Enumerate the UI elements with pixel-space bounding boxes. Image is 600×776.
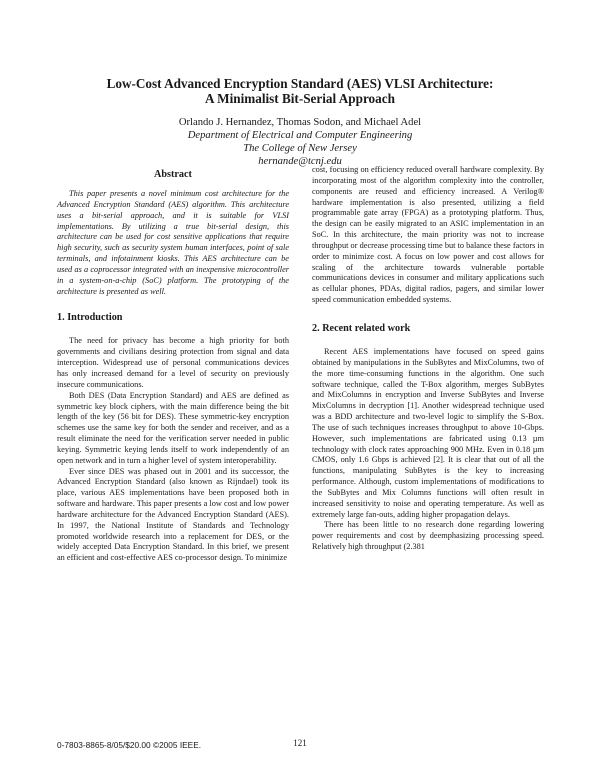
related-work-paragraph-1: Recent AES implementations have focused on speed gains obtained by manipulations in the SubBytes and MixColumns, two of the more time-consuming functions in the algorithm. One such software technique, called the T-Box algorithm, merges SubBytes and MixColumns in encryption and Inverse SubBytes and Inverse MixColumns in decryption [1]. Another widespread technique used was a BDD architecture and two-level logic to simplify the S-Box. The use of such techniques increases throughput to above 10-Gbps. However, such implementations are fabricated using 0.13 µm technology with clock rates approaching 900 MHz. Even in 0.18 µm CMOS, only 1.6 Gbps is achieved [2]. It is clear that out of all the functions, manipulating SubBytes is the key to increasing performance. Although, custom implementations of modifications to the SubBytes and Mix Columns functions will often result in increased sensitivity to noise and operating temperature. As well as extremely large fan-outs, adding higher propagation delays.: [312, 346, 544, 519]
author-block: [0, 116, 600, 168]
page-number: 121: [293, 738, 307, 748]
copyright-notice: 0-7803-8865-8/05/$20.00 ©2005 IEEE.: [57, 740, 202, 750]
right-column: [312, 165, 544, 553]
author-names: Orlando J. Hernandez, Thomas Sodon, and Michael Adel: [178, 117, 422, 128]
title-line-1: Low-Cost Advanced Encryption Standard (AES) VLSI Architecture:: [106, 76, 494, 91]
section-heading-related-work: 2. Recent related work: [312, 322, 411, 334]
author-department: Department of Electrical and Computer Engineering: [187, 130, 413, 141]
intro-paragraph-continued: cost, focusing on efficiency reduced overall hardware complexity. By incorporating most of the algorithm complexity into the controller, components are reused and efficiency increased. A Verilog® hardware implementation is also presented, utilizing a field programmable gate array (FPGA) as a prototyping platform. Thus, the design can be easily migrated to an ASIC implementation in an SoC. In this architecture, the main priority was not to increase throughput or decrease processing time but to balance these factors in order to minimize cost. A focus on low power and cost allows for scaling of the architecture towards vulnerable portable communications devices in consumer and military applications such as cellular phones, PDAs, digital radios, pagers, and similar lower speed communication embedded systems.: [312, 165, 544, 305]
left-column: [57, 168, 289, 564]
intro-paragraph-2: Both DES (Data Encryption Standard) and AES are defined as symmetric key block ciphers, with the main difference being the bit length of the key (56 bit for DES). These symmetric-key encryption schemes use the same key for both the sender and receiver, and as a result eliminate the need for the verification server needed in public keying. Symmetric keying lends itself to work independently of an open network and in turn a higher level of system interoperability.: [57, 390, 289, 465]
author-institution: The College of New Jersey: [243, 143, 357, 154]
related-work-paragraph-2: There has been little to no research done regarding lowering power requirements and cost by deemphasizing processing speed. Relatively high throughput (2.381: [312, 520, 544, 552]
intro-paragraph-3: Ever since DES was phased out in 2001 and its successor, the Advanced Encryption Standard (also known as Rijndael) took its place, various AES implementations have been proposed both in software and hardware. This paper presents a low cost and low power hardware architecture for the Advanced Encryption Standard (AES). In 1997, the National Institute of Standards and Technology promoted worldwide research into a replacement for DES, or the widely accepted Data Encryption Standard. In this brief, we present an efficient and cost-effective AES co-processor design. To minimize: [57, 466, 289, 563]
intro-paragraph-1: The need for privacy has become a high priority for both governments and civilians desiring protection from signal and data interception. Widespread use of personal communications devices has only increased demand for a level of security on previously insecure communications.: [57, 336, 289, 389]
abstract-text: This paper presents a novel minimum cost architecture for the Advanced Encryption Standard (AES) algorithm. This architecture uses a bit-serial approach, and it is suitable for VLSI implementations. By utilizing a true bit-serial design, this architecture can be used for cost sensitive applications that require high security, such as security system human interfaces, point of sale terminals, and infotainment kiosks. This AES architecture can be used as a coprocessor integrated with an inexpensive microcontroller in a system-on-a-chip (SoC) platform. The prototyping of the architecture is presented as well.: [57, 189, 289, 296]
paper-title: [0, 76, 600, 106]
abstract-heading: Abstract: [154, 169, 192, 180]
section-heading-introduction: 1. Introduction: [57, 312, 123, 324]
title-line-2: A Minimalist Bit-Serial Approach: [205, 91, 395, 106]
author-email: hernande@tcnj.edu: [258, 156, 342, 167]
